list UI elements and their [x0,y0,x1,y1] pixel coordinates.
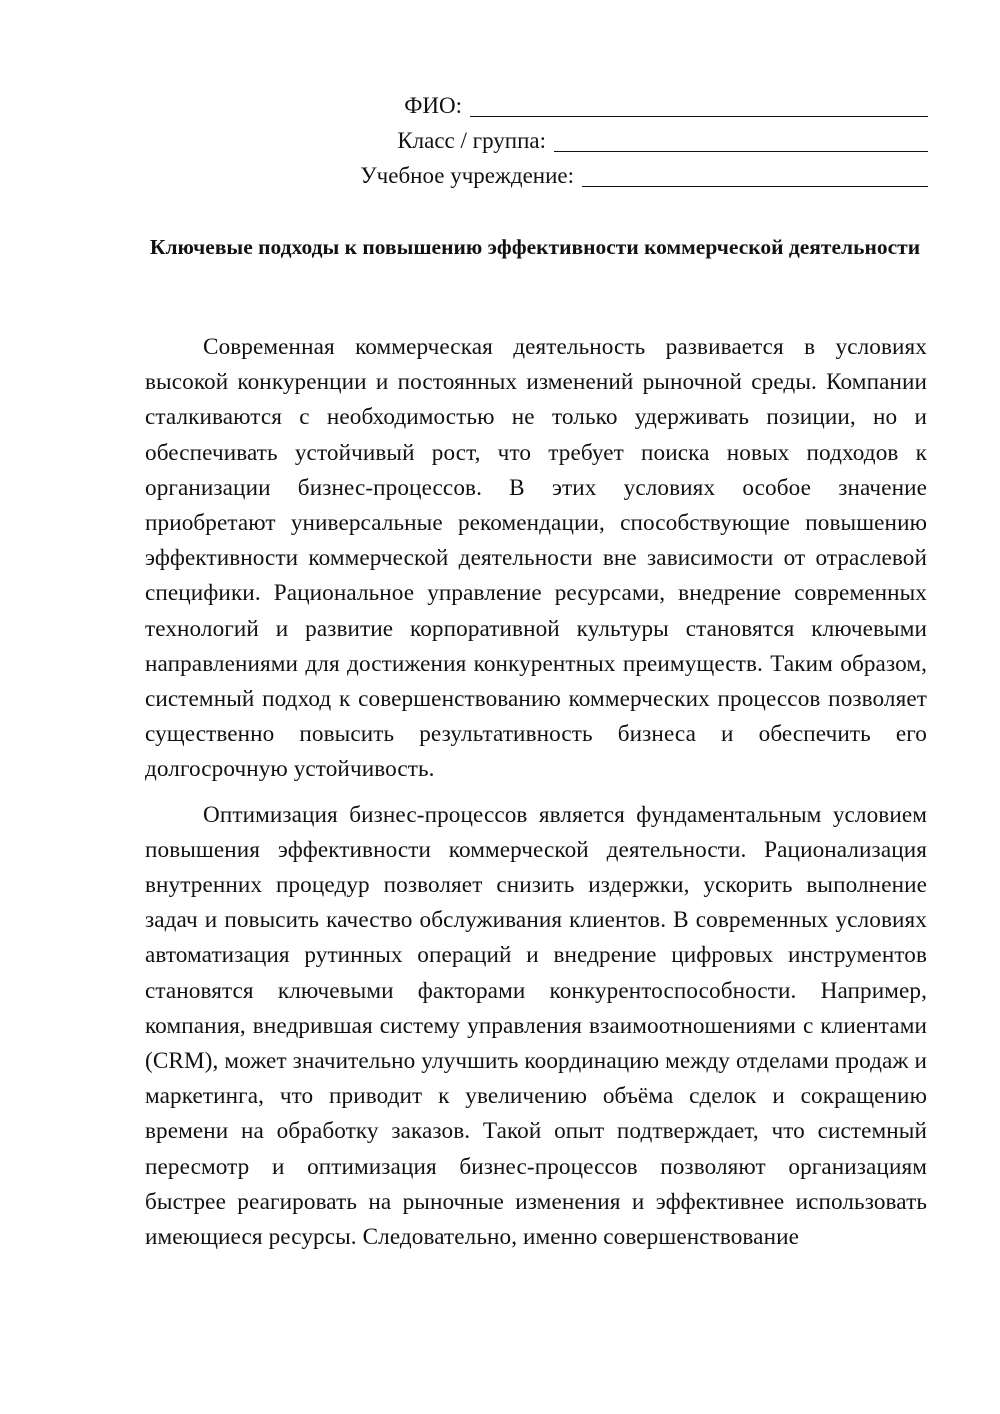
institution-line [288,158,928,193]
fio-line [288,88,928,123]
document-title: Ключевые подходы к повышению эффективности коммерческой деятельности [149,235,921,259]
class-group-line [288,123,928,158]
body-paragraph-2: Оптимизация бизнес-процессов является фундаментальным условием повышения эффективности коммерческой деятельности. Рационализация внутренних процедур позволяет снизить издержки, ускорить выполнение задач и повысить качество обслуживания клиентов. В современных условиях автоматизация рутинных операций и внедрение цифровых инструментов становятся ключевыми факторами конкурентоспособности. Например, компания, внедрившая систему управления взаимоотношениями с клиентами (CRM), может значительно улучшить координацию между отделами продаж и маркетинга, что приводит к увеличению объёма сделок и сокращению времени на обработку заказов. Такой опыт подтверждает, что системный пересмотр и оптимизация бизнес-процессов позволяют организациям быстрее реагировать на рыночные изменения и эффективнее использовать имеющиеся ресурсы. Следовательно, именно совершенствование [145,801,927,1251]
student-info-header [288,88,928,193]
fio-blank-field [470,90,928,117]
class-group-blank-field [554,125,928,152]
body-paragraph-1: Современная коммерческая деятельность развивается в условиях высокой конкуренции и постоянных изменений рыночной среды. Компании сталкиваются с необходимостью не только удерживать позиции, но и обеспечивать устойчивый рост, что требует поиска новых подходов к организации бизнес-процессов. В этих условиях особое значение приобретают универсальные рекомендации, способствующие повышению эффективности коммерческой деятельности вне зависимости от отраслевой специфики. Рациональное управление ресурсами, внедрение современных технологий и развитие корпоративной культуры становятся ключевыми направлениями для достижения конкурентных преимуществ. Таким образом, системный подход к совершенствованию коммерческих процессов позволяет существенно повысить результативность бизнеса и обеспечить его долгосрочную устойчивость. [145,334,927,783]
class-group-label: Класс / группа: [397,128,546,153]
institution-blank-field [582,160,928,187]
document-body [145,330,927,1255]
fio-label: ФИО: [404,93,462,118]
institution-label: Учебное учреждение: [360,163,574,188]
